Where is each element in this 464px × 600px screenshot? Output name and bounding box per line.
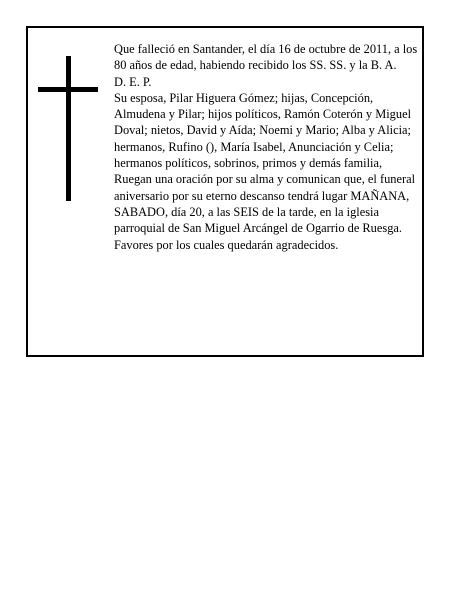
obituary-notice bbox=[26, 26, 424, 357]
rest-in-peace: D. E. P. bbox=[114, 74, 152, 89]
funeral-details: Ruegan una oración por su alma y comunican que, el funeral aniversario por su eterno descanso tendrá lugar MAÑANA, SABADO, día 20, a las SEIS de la tarde, en la iglesia parroquial de San Miguel Arcángel de Ogarrio de Ruesga. Favores por los cuales quedarán agradecidos. bbox=[114, 172, 416, 252]
cross-icon bbox=[38, 56, 98, 201]
cross-vertical-bar bbox=[66, 56, 71, 201]
obituary-text bbox=[114, 41, 420, 253]
family-list: Su esposa, Pilar Higuera Gómez; hijas, Concepción, Almudena y Pilar; hijos políticos, Ramón Coterón y Miguel Doval; nietos, David y Aída; Noemi y Mario; Alba y Alicia; hermanos, Rufino (), María Isabel, Anunciación y Celia; hermanos políticos, sobrinos, primos y demás familia, bbox=[114, 90, 412, 171]
death-announcement: Que falleció en Santander, el día 16 de octubre de 2011, a los 80 años de edad, habiendo recibido los SS. SS. y la B. A. bbox=[114, 42, 418, 73]
cross-horizontal-bar bbox=[38, 87, 98, 92]
